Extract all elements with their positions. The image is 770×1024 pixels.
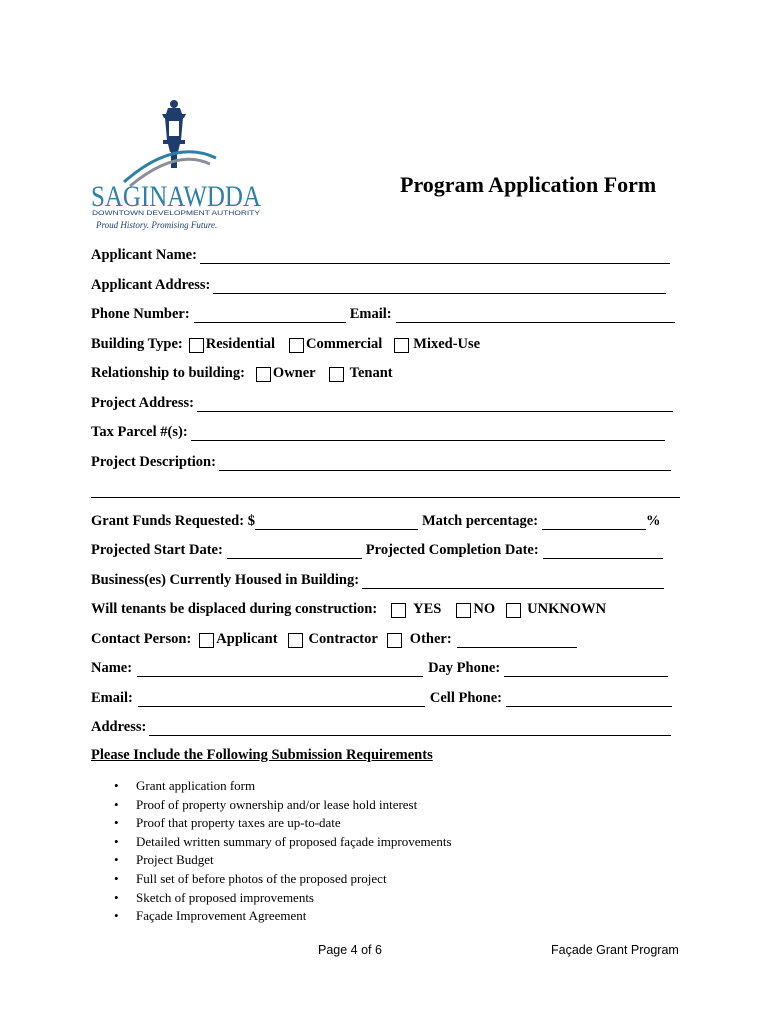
project-address-label: Project Address: <box>91 395 194 411</box>
applicant-name-row <box>91 244 670 264</box>
requirements-list <box>114 777 452 926</box>
tenant-label: Tenant <box>349 365 393 381</box>
list-item: • Façade Improvement Agreement <box>114 907 452 926</box>
other-checkbox[interactable] <box>387 633 402 648</box>
applicant-address-label: Applicant Address: <box>91 277 211 293</box>
form-title: Program Application Form <box>400 172 657 197</box>
page-number: Page 4 of 6 <box>318 943 382 957</box>
unknown-checkbox[interactable] <box>506 603 521 618</box>
day-phone-field[interactable] <box>504 660 668 677</box>
cell-phone-field[interactable] <box>506 690 672 707</box>
project-description-field-2[interactable] <box>91 481 680 498</box>
other-label: Other: <box>409 631 452 647</box>
list-item: • Sketch of proposed improvements <box>114 889 452 908</box>
address-label: Address: <box>91 719 147 735</box>
no-label: NO <box>473 601 496 617</box>
tenant-checkbox[interactable] <box>329 367 344 382</box>
dates-row <box>91 539 663 559</box>
no-checkbox[interactable] <box>456 603 471 618</box>
tax-parcel-label: Tax Parcel #(s): <box>91 424 188 440</box>
list-item: • Proof that property taxes are up-to-date <box>114 814 452 833</box>
grant-funds-row <box>91 510 661 530</box>
mixed-use-label: Mixed-Use <box>413 336 481 352</box>
contractor-checkbox[interactable] <box>288 633 303 648</box>
applicant-label: Applicant <box>216 631 278 647</box>
applicant-address-row <box>91 274 666 294</box>
address-field[interactable] <box>149 719 671 736</box>
grant-funds-label: Grant Funds Requested: $ <box>91 513 255 529</box>
commercial-checkbox[interactable] <box>289 338 304 353</box>
building-type-label: Building Type: <box>91 336 183 352</box>
contact-email-field[interactable] <box>138 690 425 707</box>
applicant-name-field[interactable] <box>200 247 670 264</box>
program-name: Façade Grant Program <box>551 943 679 957</box>
applicant-checkbox[interactable] <box>199 633 214 648</box>
businesses-label: Business(es) Currently Housed in Building: <box>91 572 360 588</box>
completion-date-field[interactable] <box>543 542 663 559</box>
phone-number-field[interactable] <box>194 306 346 323</box>
relationship-row <box>91 362 393 382</box>
mixed-use-checkbox[interactable] <box>394 338 409 353</box>
other-field[interactable] <box>457 631 577 648</box>
residential-label: Residential <box>205 336 276 352</box>
phone-email-row <box>91 303 675 323</box>
project-description-field[interactable] <box>219 454 671 471</box>
name-label: Name: <box>91 660 133 676</box>
residential-checkbox[interactable] <box>189 338 204 353</box>
project-address-field[interactable] <box>197 395 673 412</box>
displaced-label: Will tenants be displaced during construction: <box>91 601 378 617</box>
start-date-label: Projected Start Date: <box>91 542 223 558</box>
contact-person-label: Contact Person: <box>91 631 192 647</box>
unknown-label: UNKNOWN <box>527 601 607 617</box>
list-item: • Full set of before photos of the proposed project <box>114 870 452 889</box>
saginaw-dda-logo <box>88 96 266 232</box>
project-description-row <box>91 451 671 471</box>
day-phone-label: Day Phone: <box>428 660 501 676</box>
applicant-address-field[interactable] <box>213 277 666 294</box>
requirements-heading: Please Include the Following Submission Requirements <box>91 747 433 763</box>
cell-phone-label: Cell Phone: <box>429 690 502 706</box>
tax-parcel-field[interactable] <box>191 424 665 441</box>
lamp-post-icon <box>162 100 186 168</box>
relationship-label: Relationship to building: <box>91 365 245 381</box>
logo-subtitle: DOWNTOWN DEVELOPMENT AUTHORITY <box>92 210 261 217</box>
project-address-row <box>91 392 673 412</box>
list-item: • Grant application form <box>114 777 452 796</box>
phone-number-label: Phone Number: <box>91 306 190 322</box>
match-percentage-field[interactable] <box>542 513 646 530</box>
address-row <box>91 716 671 736</box>
contractor-label: Contractor <box>308 631 378 647</box>
completion-date-label: Projected Completion Date: <box>365 542 539 558</box>
name-field[interactable] <box>137 660 423 677</box>
yes-checkbox[interactable] <box>391 603 406 618</box>
match-percentage-label: Match percentage: <box>421 513 539 529</box>
owner-label: Owner <box>272 365 316 381</box>
commercial-label: Commercial <box>306 336 383 352</box>
logo-name: SAGINAWDDA <box>91 180 262 213</box>
building-type-row <box>91 333 480 353</box>
name-dayphone-row <box>91 657 668 677</box>
yes-label: YES <box>413 601 442 617</box>
businesses-row <box>91 569 664 589</box>
email-field[interactable] <box>396 306 675 323</box>
list-item: • Project Budget <box>114 851 452 870</box>
start-date-field[interactable] <box>227 542 362 559</box>
owner-checkbox[interactable] <box>256 367 271 382</box>
project-description-label: Project Description: <box>91 454 216 470</box>
tax-parcel-row <box>91 421 665 441</box>
project-description-row-2 <box>91 478 680 498</box>
email-label: Email: <box>349 306 392 322</box>
list-item: • Proof of property ownership and/or lease hold interest <box>114 796 452 815</box>
contact-email-label: Email: <box>91 690 133 706</box>
list-item: • Detailed written summary of proposed façade improvements <box>114 833 452 852</box>
businesses-field[interactable] <box>362 572 664 589</box>
applicant-name-label: Applicant Name: <box>91 247 197 263</box>
grant-funds-field[interactable] <box>255 513 418 530</box>
contact-person-row <box>91 628 577 648</box>
displaced-row <box>91 598 606 618</box>
logo-tagline: Proud History. Promising Future. <box>96 220 218 230</box>
percent-sign: % <box>646 513 661 529</box>
email-cellphone-row <box>91 687 672 707</box>
